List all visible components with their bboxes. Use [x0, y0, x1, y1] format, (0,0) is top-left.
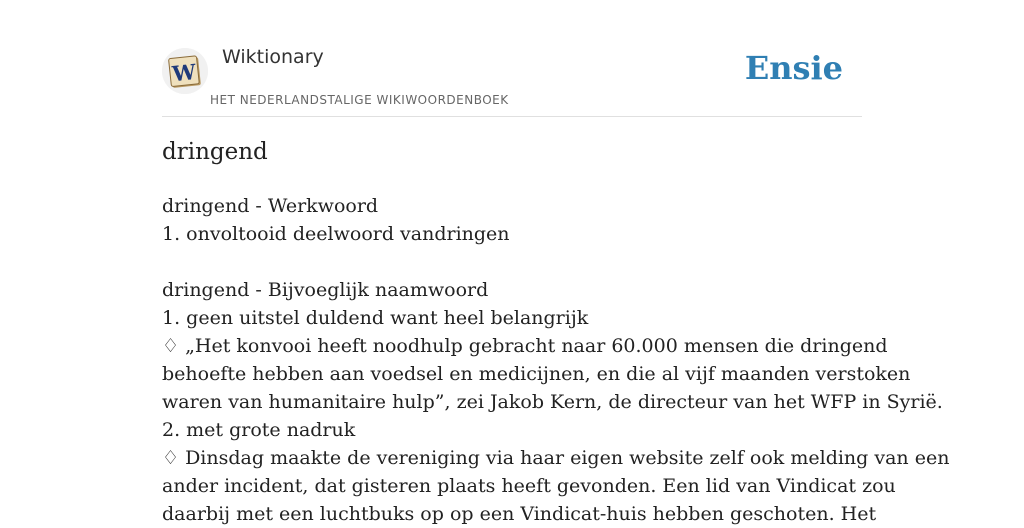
site-header [162, 44, 862, 117]
section-spacer [162, 248, 862, 276]
wiktionary-logo-icon [162, 48, 208, 94]
site-tagline: HET NEDERLANDSTALIGE WIKIWOORDENBOEK [210, 93, 509, 107]
definition-line: 1. geen uitstel duldend want heel belangrijk [162, 307, 589, 329]
example-line: daarbij met een luchtbuks op op een Vindicat-huis hebben geschoten. Het [162, 503, 877, 525]
definition-line: 1. onvoltooid deelwoord vandringen [162, 223, 510, 245]
example-line: ♢ Dinsdag maakte de vereniging via haar eigen website zelf ook melding van een [162, 447, 950, 469]
entry-content [162, 192, 950, 528]
definition-line: 2. met grote nadruk [162, 419, 356, 441]
page-title: dringend [162, 139, 268, 165]
section-heading: dringend - Werkwoord [162, 195, 379, 217]
section-heading: dringend - Bijvoeglijk naamwoord [162, 279, 489, 301]
example-line: waren van humanitaire hulp”, zei Jakob Kern, de directeur van het WFP in Syrië. [162, 391, 943, 413]
site-name[interactable]: Wiktionary [222, 46, 324, 68]
wiktionary-logo[interactable] [162, 48, 208, 94]
example-line: behoefte hebben aan voedsel en medicijnen, en die al vijf maanden verstoken [162, 363, 911, 385]
logo-letter: W [171, 59, 198, 87]
ensie-brand-link[interactable]: Ensie [744, 49, 843, 87]
example-line: ander incident, dat gisteren plaats heeft gevonden. Een lid van Vindicat zou [162, 475, 896, 497]
example-line: ♢ „Het konvooi heeft noodhulp gebracht naar 60.000 mensen die dringend [162, 335, 888, 357]
